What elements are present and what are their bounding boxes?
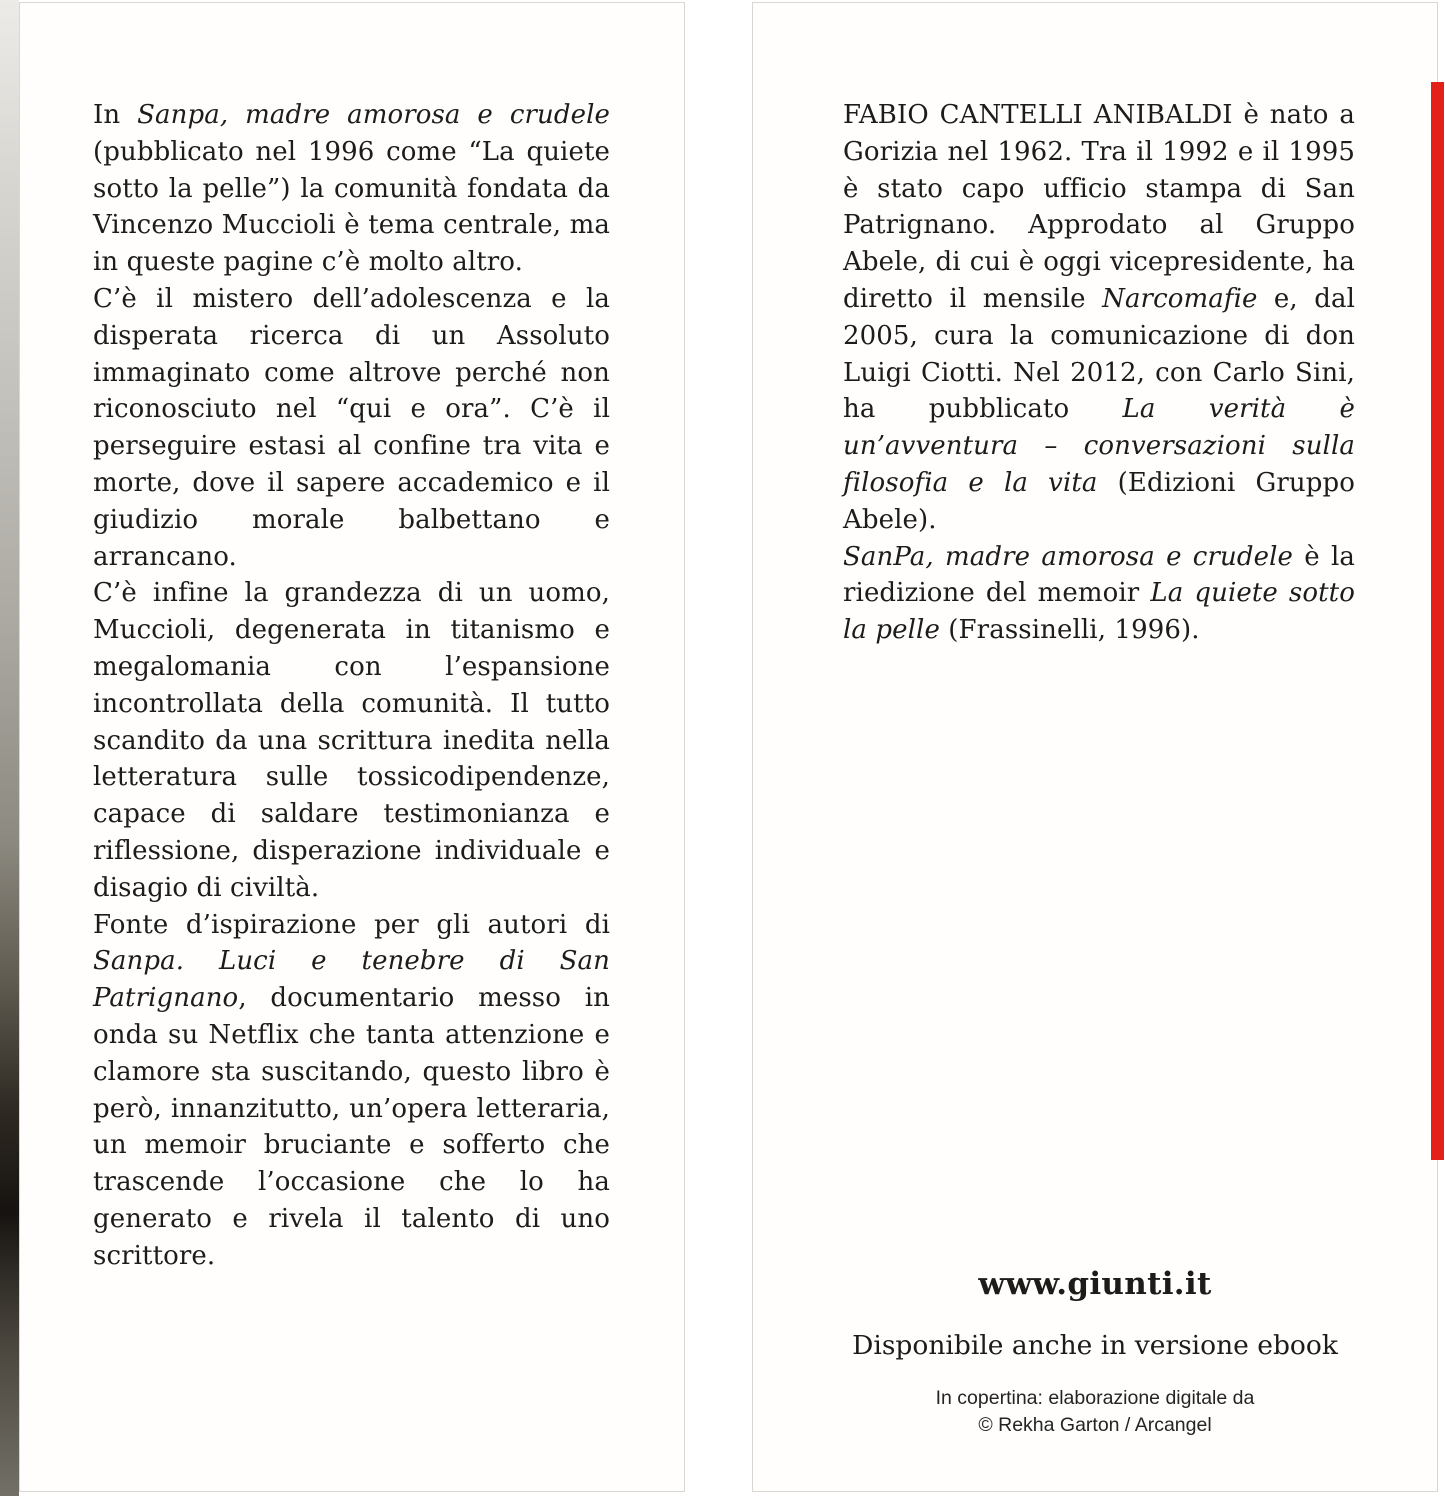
left-flap-text: [20, 3, 684, 1275]
flap-footer: [753, 1266, 1437, 1439]
flap-paragraph: C’è infine la grandezza di un uomo, Muccioli, degenerata in titanismo e megalomania con l’espansione incontrollata della comunità. Il tutto scandito da una scrittura inedita nella letteratura sulle tossicodipendenze, capace di saldare testimonianza e riflessione, disperazione individuale e disagio di civiltà.: [93, 578, 610, 903]
author-bio-text: [753, 3, 1437, 649]
cover-credit-line1: In copertina: elaborazione digitale da: [935, 1387, 1255, 1409]
publisher-website: www.giunti.it: [978, 1266, 1212, 1302]
author-bio-paragraph: FABIO CANTELLI ANIBALDI è nato a Gorizia nel 1962. Tra il 1992 e il 1995 è stato capo ufficio stampa di San Patrignano. Approdato al Gruppo Abele, di cui è oggi vicepresidente, ha diretto il mensile Narcomafie e, dal 2005, cura la comunicazione di don Luigi Ciotti. Nel 2012, con Carlo Sini, ha pubblicato La verità è un’avventura – conversazioni sulla filosofia e la vita (Edizioni Gruppo Abele).: [843, 100, 1356, 535]
spine-edge-strip: [0, 0, 19, 1496]
ebook-availability-note: Disponibile anche in versione ebook: [852, 1330, 1338, 1361]
flap-paragraph: In Sanpa, madre amorosa e crudele (pubblicato nel 1996 come “La quiete sotto la pelle”) la comunità fondata da Vincenzo Muccioli è tema centrale, ma in queste pagine c’è molto altro.: [93, 100, 610, 278]
cover-credit-line2: © Rekha Garton / Arcangel: [978, 1414, 1212, 1436]
right-flap: [752, 2, 1438, 1492]
reissue-note-paragraph: SanPa, madre amorosa e crudele è la riedizione del memoir La quiete sotto la pelle (Frassinelli, 1996).: [843, 541, 1355, 646]
cover-credit: [753, 1385, 1437, 1439]
left-flap: [19, 2, 685, 1492]
cover-red-stripe: [1431, 82, 1444, 1160]
flap-paragraph: C’è il mistero dell’adolescenza e la disperata ricerca di un Assoluto immaginato come altrove perché non riconosciuto nel “qui e ora”. C’è il perseguire estasi al confine tra vita e morte, dove il sapere accademico e il giudizio morale balbettano e arrancano.: [93, 283, 610, 572]
flap-paragraph: Fonte d’ispirazione per gli autori di Sanpa. Luci e tenebre di San Patrignano, documentario messo in onda su Netflix che tanta attenzione e clamore sta suscitando, questo libro è però, innanzitutto, un’opera letteraria, un memoir bruciante e sofferto che trascende l’occasione che lo ha generato e rivela il talento di uno scrittore.: [93, 909, 610, 1271]
